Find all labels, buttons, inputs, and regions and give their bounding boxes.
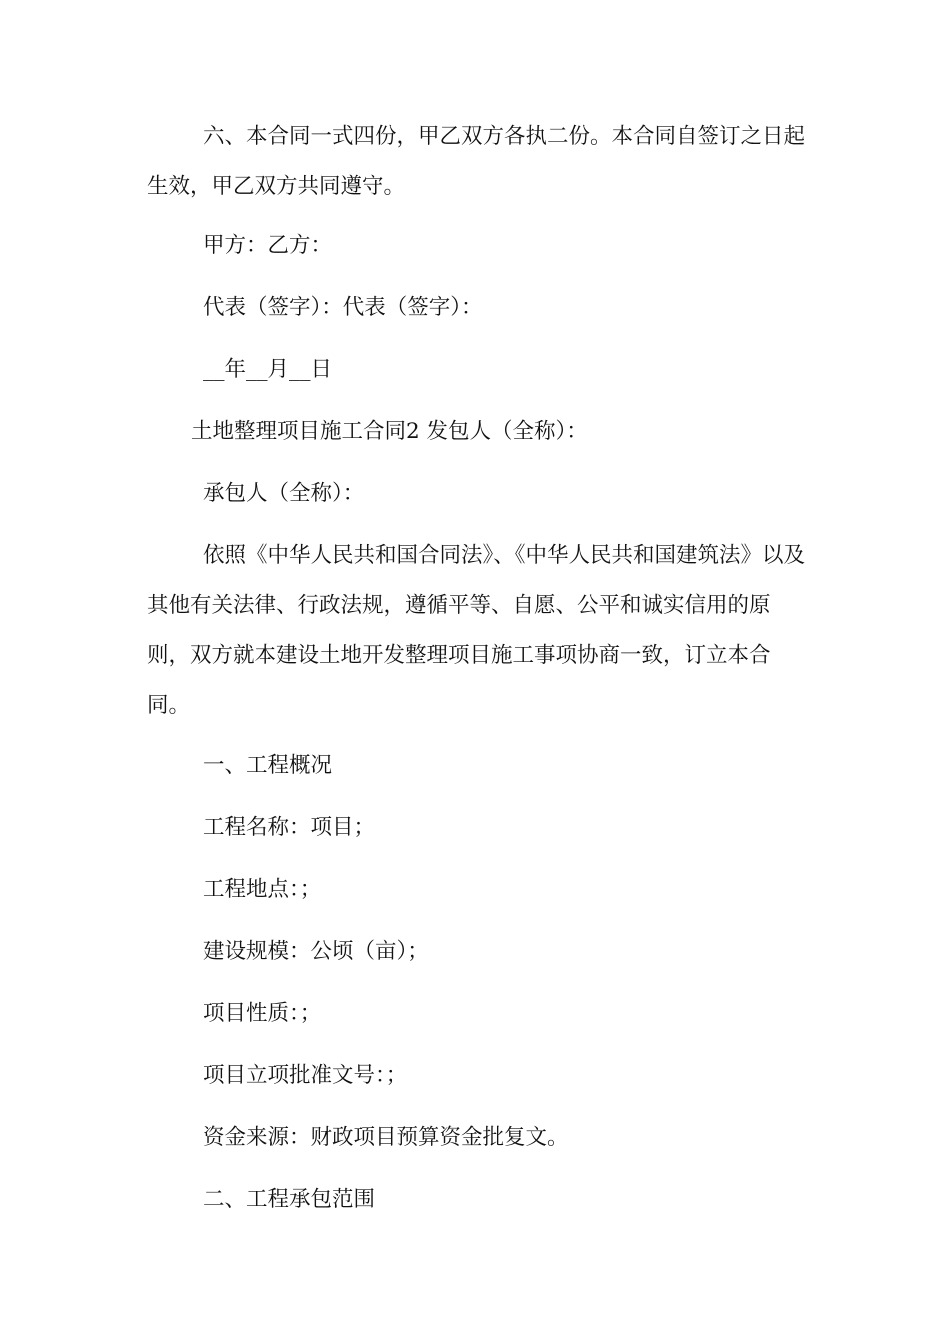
paragraph-date: __年__月__日 (203, 357, 333, 382)
paragraph-contractor: 承包人（全称）： (203, 481, 365, 506)
field-project-nature: 项目性质：； (203, 1001, 322, 1026)
paragraph-contract-title: 土地整理项目施工合同2 发包人（全称）： (191, 419, 588, 444)
paragraph-copies-and-effect: 六、本合同一式四份，甲乙双方各执二份。本合同自签订之日起生效，甲乙双方共同遵守。 (147, 124, 806, 199)
field-construction-scale: 建设规模：公顷（亩）； (203, 939, 429, 964)
field-project-name: 工程名称：项目； (203, 815, 376, 840)
paragraph-parties: 甲方：乙方： (203, 233, 333, 258)
paragraph-legal-basis: 依照《中华人民共和国合同法》、《中华人民共和国建筑法》以及其他有关法律、行政法规，遵循平等、自愿、公平和诚实信用的原则，双方就本建设土地开发整理项目施工事项协商一致，订立本合同。 (147, 543, 806, 718)
section-heading-project-overview: 一、工程概况 (203, 753, 333, 778)
section-heading-contract-scope: 二、工程承包范围 (203, 1187, 376, 1212)
field-approval-number: 项目立项批准文号：； (203, 1063, 408, 1088)
field-funding-source: 资金来源：财政项目预算资金批复文。 (203, 1125, 569, 1150)
paragraph-representatives: 代表（签字）：代表（签字）： (203, 295, 483, 320)
field-project-location: 工程地点：； (203, 877, 322, 902)
